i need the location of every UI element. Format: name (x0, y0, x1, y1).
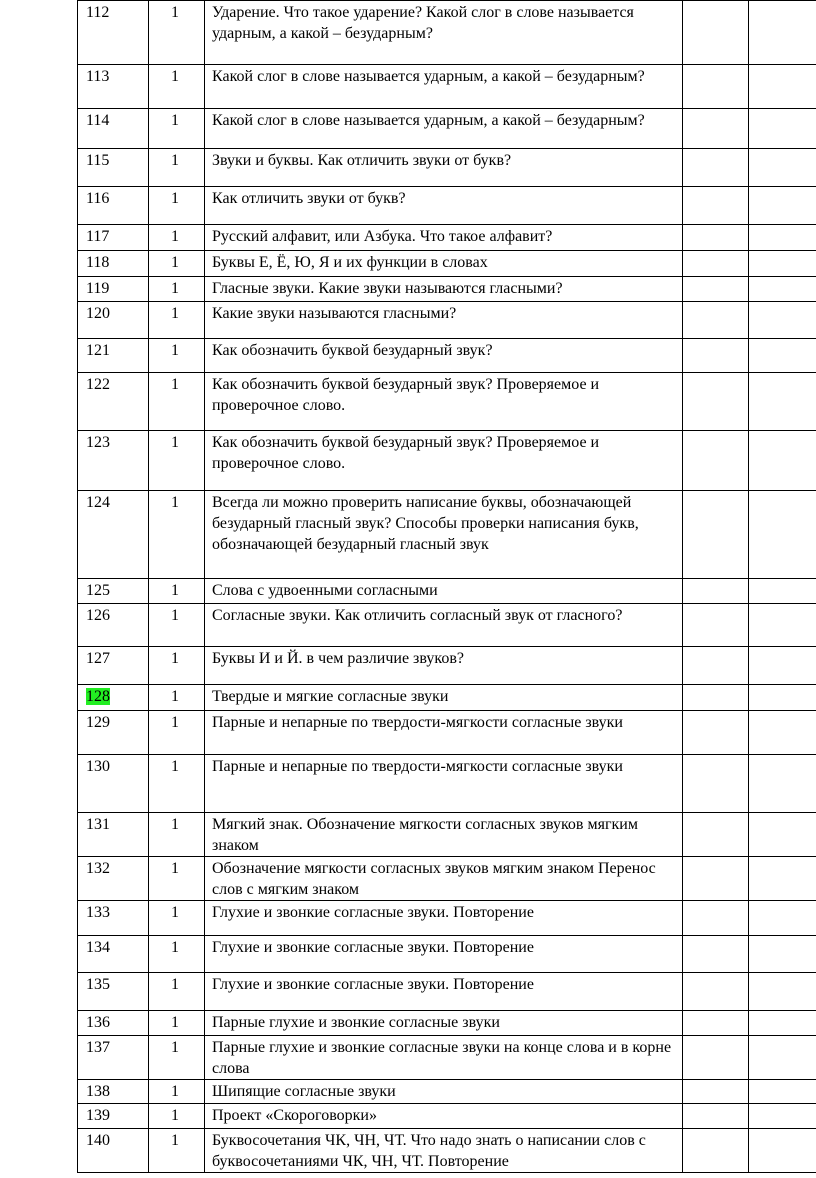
table-row (78, 302, 816, 339)
lesson-topic: Всегда ли можно проверить написание буквы, обозначающей безударный гласный звук? Способы проверки написания букв, обозначающей безударный гласный звук (205, 491, 683, 579)
empty-cell (749, 973, 816, 1011)
table-row (78, 373, 816, 431)
table-row (78, 813, 816, 857)
empty-cell (683, 685, 749, 711)
empty-cell (683, 1080, 749, 1104)
lesson-topic: Шипящие согласные звуки (205, 1080, 683, 1104)
lesson-topic: Как отличить звуки от букв? (205, 187, 683, 225)
lesson-hours: 1 (149, 857, 205, 901)
lesson-number-cell (78, 373, 149, 431)
empty-cell (683, 813, 749, 857)
lesson-number: 130 (86, 758, 110, 775)
lesson-hours: 1 (149, 901, 205, 936)
empty-cell (683, 936, 749, 973)
lesson-number-cell (78, 225, 149, 251)
lessons-table (77, 0, 816, 1173)
empty-cell (683, 711, 749, 755)
lesson-number: 123 (86, 434, 110, 451)
empty-cell (683, 373, 749, 431)
lesson-number: 140 (86, 1132, 110, 1149)
lesson-hours: 1 (149, 813, 205, 857)
lesson-hours: 1 (149, 251, 205, 277)
lesson-number: 139 (86, 1107, 110, 1124)
lesson-hours: 1 (149, 1129, 205, 1173)
empty-cell (749, 277, 816, 302)
empty-cell (749, 711, 816, 755)
lesson-number-cell (78, 1011, 149, 1036)
lesson-topic: Твердые и мягкие согласные звуки (205, 685, 683, 711)
lesson-topic: Глухие и звонкие согласные звуки. Повторение (205, 973, 683, 1011)
table-row (78, 225, 816, 251)
lesson-number-cell (78, 109, 149, 149)
lesson-hours: 1 (149, 65, 205, 109)
table-row (78, 1129, 816, 1173)
lesson-number: 120 (86, 305, 110, 322)
lesson-number-cell (78, 647, 149, 685)
empty-cell (749, 65, 816, 109)
empty-cell (683, 857, 749, 901)
lesson-number: 134 (86, 939, 110, 956)
empty-cell (749, 149, 816, 187)
empty-cell (749, 373, 816, 431)
lesson-hours: 1 (149, 604, 205, 647)
table-row (78, 109, 816, 149)
lesson-number: 127 (86, 650, 110, 667)
lesson-topic: Какой слог в слове называется ударным, а какой – безударным? (205, 109, 683, 149)
empty-cell (683, 901, 749, 936)
lesson-hours: 1 (149, 579, 205, 604)
empty-cell (749, 755, 816, 813)
table-row (78, 973, 816, 1011)
lesson-number: 122 (86, 376, 110, 393)
lesson-topic: Как обозначить буквой безударный звук? Проверяемое и проверочное слово. (205, 373, 683, 431)
empty-cell (749, 1036, 816, 1080)
table-row (78, 1, 816, 65)
empty-cell (749, 251, 816, 277)
lesson-topic: Какие звуки называются гласными? (205, 302, 683, 339)
lesson-number: 138 (86, 1083, 110, 1100)
table-row (78, 711, 816, 755)
table-row (78, 187, 816, 225)
lesson-hours: 1 (149, 936, 205, 973)
lesson-topic: Русский алфавит, или Азбука. Что такое алфавит? (205, 225, 683, 251)
empty-cell (749, 901, 816, 936)
empty-cell (749, 579, 816, 604)
lesson-number: 133 (86, 904, 110, 921)
empty-cell (683, 339, 749, 373)
empty-cell (683, 277, 749, 302)
lesson-topic: Гласные звуки. Какие звуки называются гласными? (205, 277, 683, 302)
lesson-hours: 1 (149, 973, 205, 1011)
lesson-hours: 1 (149, 431, 205, 491)
table-row (78, 251, 816, 277)
table-row (78, 149, 816, 187)
empty-cell (683, 149, 749, 187)
lesson-topic: Парные глухие и звонкие согласные звуки (205, 1011, 683, 1036)
table-row (78, 857, 816, 901)
lesson-hours: 1 (149, 302, 205, 339)
empty-cell (749, 685, 816, 711)
lesson-number-cell (78, 302, 149, 339)
empty-cell (749, 647, 816, 685)
lesson-number-cell (78, 149, 149, 187)
lesson-number: 115 (86, 152, 110, 169)
empty-cell (683, 647, 749, 685)
lesson-topic: Парные глухие и звонкие согласные звуки на конце слова и в корне слова (205, 1036, 683, 1080)
empty-cell (749, 936, 816, 973)
table-row (78, 604, 816, 647)
empty-cell (683, 431, 749, 491)
lesson-topic: Ударение. Что такое ударение? Какой слог в слове называется ударным, а какой – безударным? (205, 1, 683, 65)
empty-cell (683, 491, 749, 579)
lesson-number: 137 (86, 1039, 110, 1056)
empty-cell (749, 604, 816, 647)
table-row (78, 339, 816, 373)
lesson-number: 124 (86, 494, 110, 511)
table-row (78, 491, 816, 579)
empty-cell (749, 1011, 816, 1036)
lesson-hours: 1 (149, 1, 205, 65)
lesson-topic: Слова с удвоенными согласными (205, 579, 683, 604)
lesson-number-cell (78, 65, 149, 109)
lesson-number: 126 (86, 607, 110, 624)
lesson-number-cell (78, 251, 149, 277)
table-row (78, 936, 816, 973)
lesson-topic: Глухие и звонкие согласные звуки. Повторение (205, 936, 683, 973)
empty-cell (683, 65, 749, 109)
lesson-hours: 1 (149, 109, 205, 149)
empty-cell (683, 1, 749, 65)
lesson-topic: Какой слог в слове называется ударным, а какой – безударным? (205, 65, 683, 109)
empty-cell (749, 109, 816, 149)
lesson-hours: 1 (149, 1080, 205, 1104)
empty-cell (683, 302, 749, 339)
lesson-number-cell (78, 1080, 149, 1104)
lesson-number-cell (78, 711, 149, 755)
table-row (78, 1080, 816, 1104)
lesson-number-cell (78, 1, 149, 65)
lesson-number: 116 (86, 190, 110, 207)
lesson-hours: 1 (149, 187, 205, 225)
empty-cell (749, 225, 816, 251)
empty-cell (683, 1036, 749, 1080)
lesson-hours: 1 (149, 339, 205, 373)
lessons-table-body (78, 1, 816, 1173)
lesson-number-cell (78, 685, 149, 711)
lesson-number-cell (78, 1129, 149, 1173)
lesson-topic: Глухие и звонкие согласные звуки. Повторение (205, 901, 683, 936)
lesson-hours: 1 (149, 685, 205, 711)
empty-cell (683, 251, 749, 277)
lesson-number: 113 (86, 68, 110, 85)
lesson-topic: Буквосочетания ЧК, ЧН, ЧТ. Что надо знать о написании слов с буквосочетаниями ЧК, ЧН, ЧТ. Повторение (205, 1129, 683, 1173)
table-row (78, 277, 816, 302)
lesson-number-cell (78, 579, 149, 604)
lesson-number-cell (78, 857, 149, 901)
empty-cell (683, 1129, 749, 1173)
empty-cell (683, 973, 749, 1011)
lesson-number-cell (78, 755, 149, 813)
lesson-number-cell (78, 1104, 149, 1129)
lesson-topic: Как обозначить буквой безударный звук? (205, 339, 683, 373)
empty-cell (683, 225, 749, 251)
lesson-hours: 1 (149, 755, 205, 813)
lesson-number: 121 (86, 342, 110, 359)
lesson-number-cell (78, 936, 149, 973)
lesson-number-cell (78, 813, 149, 857)
table-row (78, 431, 816, 491)
empty-cell (749, 187, 816, 225)
empty-cell (749, 339, 816, 373)
lesson-number: 119 (86, 280, 110, 297)
lesson-number: 125 (86, 582, 110, 599)
lesson-number: 114 (86, 112, 110, 129)
lesson-number-cell (78, 491, 149, 579)
lesson-hours: 1 (149, 277, 205, 302)
lesson-number-cell (78, 973, 149, 1011)
empty-cell (749, 431, 816, 491)
lesson-topic: Буквы Е, Ё, Ю, Я и их функции в словах (205, 251, 683, 277)
table-row (78, 1036, 816, 1080)
lesson-hours: 1 (149, 711, 205, 755)
lesson-number: 128 (86, 688, 110, 705)
lesson-hours: 1 (149, 647, 205, 685)
table-row (78, 1104, 816, 1129)
empty-cell (683, 755, 749, 813)
table-row (78, 1011, 816, 1036)
lesson-number: 129 (86, 714, 110, 731)
empty-cell (683, 604, 749, 647)
lesson-topic: Буквы И и Й. в чем различие звуков? (205, 647, 683, 685)
empty-cell (683, 1011, 749, 1036)
lesson-hours: 1 (149, 1036, 205, 1080)
lesson-topic: Как обозначить буквой безударный звук? Проверяемое и проверочное слово. (205, 431, 683, 491)
lesson-number-cell (78, 431, 149, 491)
lesson-topic: Парные и непарные по твердости-мягкости согласные звуки (205, 711, 683, 755)
lesson-number: 135 (86, 976, 110, 993)
lesson-hours: 1 (149, 1104, 205, 1129)
empty-cell (749, 1104, 816, 1129)
lesson-topic: Парные и непарные по твердости-мягкости согласные звуки (205, 755, 683, 813)
lesson-topic: Проект «Скороговорки» (205, 1104, 683, 1129)
empty-cell (749, 491, 816, 579)
lesson-hours: 1 (149, 1011, 205, 1036)
lesson-number-cell (78, 604, 149, 647)
lesson-number-cell (78, 1036, 149, 1080)
lesson-number: 112 (86, 4, 110, 21)
table-row (78, 65, 816, 109)
empty-cell (683, 579, 749, 604)
empty-cell (749, 1129, 816, 1173)
lesson-hours: 1 (149, 149, 205, 187)
empty-cell (749, 813, 816, 857)
lesson-number-cell (78, 277, 149, 302)
empty-cell (749, 302, 816, 339)
lesson-number: 131 (86, 816, 110, 833)
empty-cell (683, 1104, 749, 1129)
table-row (78, 579, 816, 604)
lesson-hours: 1 (149, 225, 205, 251)
lesson-number-cell (78, 187, 149, 225)
empty-cell (749, 857, 816, 901)
table-row (78, 755, 816, 813)
lesson-number: 118 (86, 254, 110, 271)
lesson-number: 117 (86, 228, 110, 245)
lesson-number: 136 (86, 1014, 110, 1031)
table-row (78, 901, 816, 936)
lesson-topic: Мягкий знак. Обозначение мягкости согласных звуков мягким знаком (205, 813, 683, 857)
empty-cell (749, 1, 816, 65)
table-row (78, 685, 816, 711)
lesson-number: 132 (86, 860, 110, 877)
lesson-topic: Обозначение мягкости согласных звуков мягким знаком Перенос слов с мягким знаком (205, 857, 683, 901)
lesson-hours: 1 (149, 373, 205, 431)
table-row (78, 647, 816, 685)
lesson-number-cell (78, 339, 149, 373)
empty-cell (683, 109, 749, 149)
lesson-topic: Согласные звуки. Как отличить согласный звук от гласного? (205, 604, 683, 647)
empty-cell (749, 1080, 816, 1104)
empty-cell (683, 187, 749, 225)
lesson-number-cell (78, 901, 149, 936)
lesson-hours: 1 (149, 491, 205, 579)
lesson-topic: Звуки и буквы. Как отличить звуки от букв? (205, 149, 683, 187)
